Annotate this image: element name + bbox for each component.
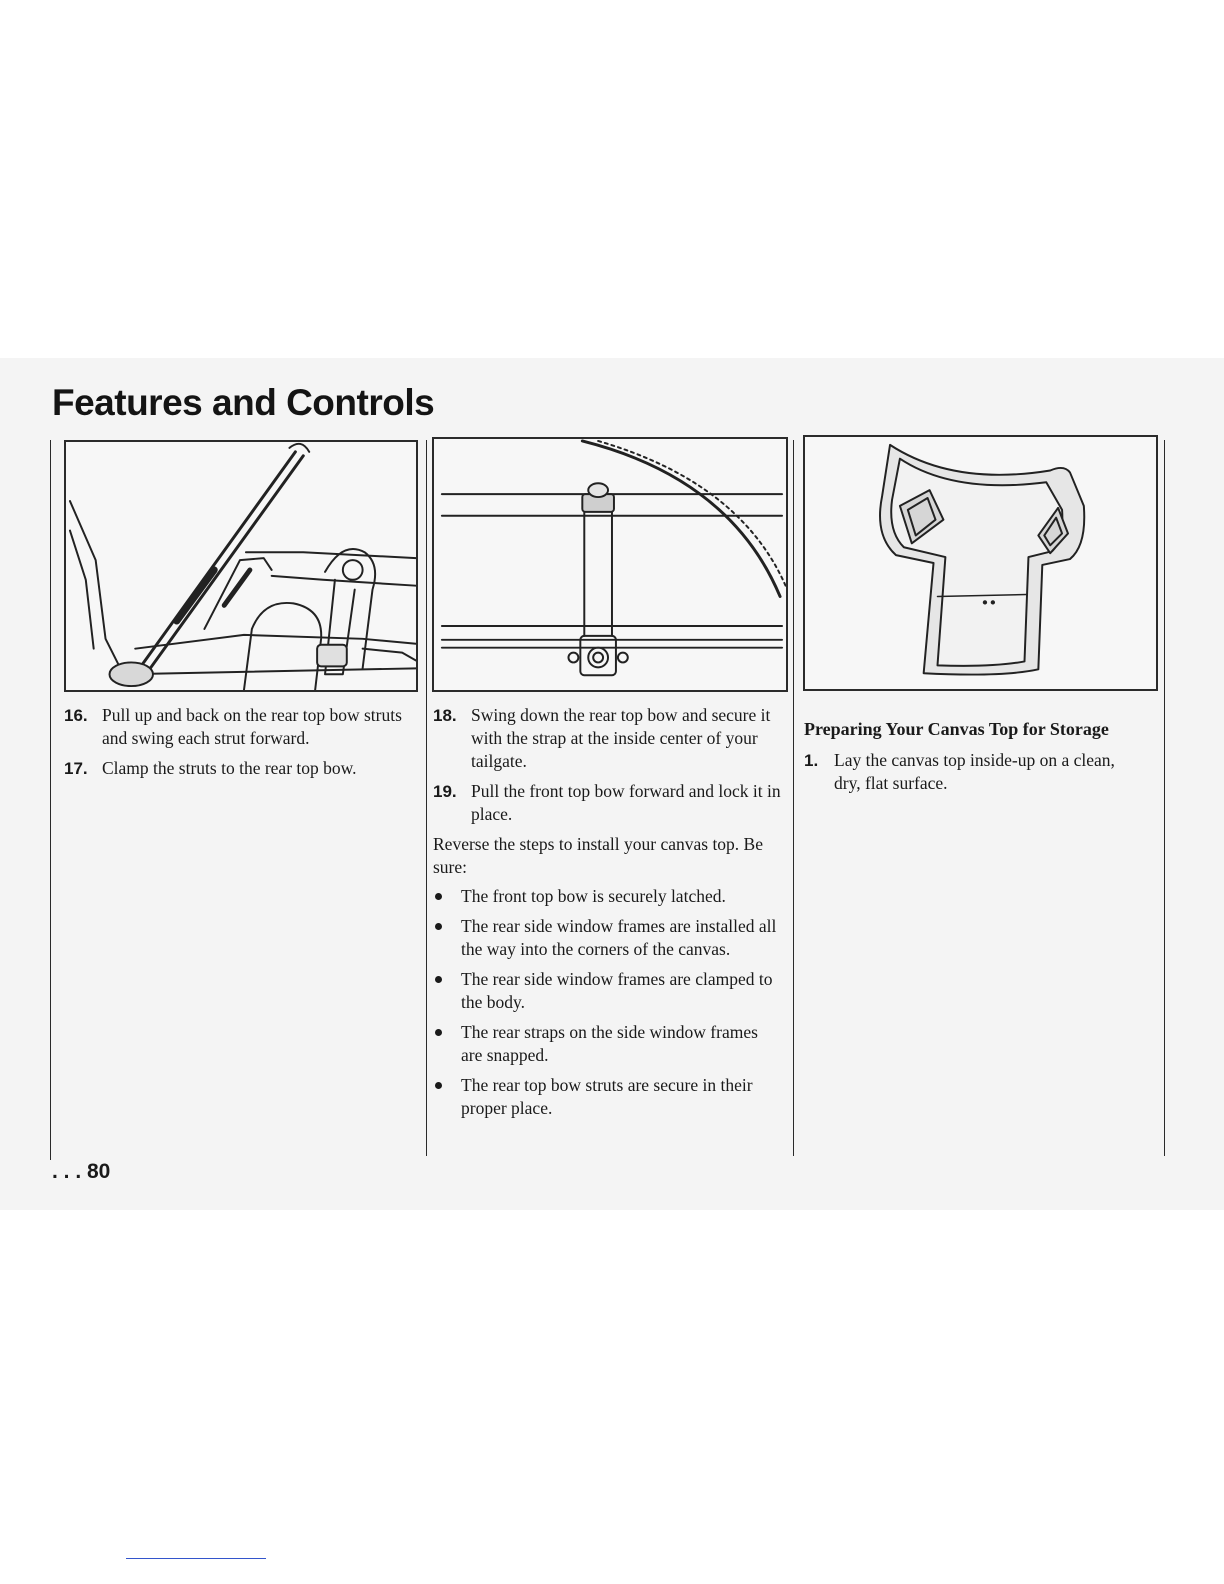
link-underline[interactable] (126, 1558, 266, 1559)
step-number: 17. (64, 759, 88, 778)
bullet-icon (435, 976, 442, 983)
step-18 (433, 704, 783, 773)
checklist-item (433, 915, 783, 961)
figure-rear-top-bow-struts (64, 440, 418, 692)
checklist-text: The rear straps on the side window frames are snapped. (461, 1022, 758, 1065)
storage-heading: Preparing Your Canvas Top for Storage (804, 719, 1109, 739)
column-2-text (433, 704, 783, 1127)
column-3-text (804, 718, 1144, 802)
checklist-text: The front top bow is securely latched. (461, 886, 726, 906)
checklist-text: The rear top bow struts are secure in their proper place. (461, 1075, 753, 1118)
step-text: Swing down the rear top bow and secure it with the strap at the inside center of your tailgate. (471, 705, 771, 771)
figure-tailgate-strap (432, 437, 788, 692)
step-1 (804, 749, 1144, 795)
page-title: Features and Controls (52, 382, 435, 423)
step-text: Clamp the struts to the rear top bow. (102, 758, 357, 778)
step-number: 19. (433, 782, 457, 801)
step-16 (64, 704, 418, 750)
step-17 (64, 757, 418, 780)
step-text: Lay the canvas top inside-up on a clean, dry, flat surface. (834, 750, 1115, 793)
install-intro: Reverse the steps to install your canvas top. Be sure: (433, 834, 763, 877)
checklist-text: The rear side window frames are installed all the way into the corners of the canvas. (461, 916, 777, 959)
bullet-icon (435, 1029, 442, 1036)
step-number: 1. (804, 751, 819, 770)
step-text: Pull the front top bow forward and lock it in place. (471, 781, 781, 824)
column-rule-1 (426, 440, 427, 1156)
bullet-icon (435, 1082, 442, 1089)
checklist-text: The rear side window frames are clamped to the body. (461, 969, 773, 1012)
checklist-item (433, 1074, 783, 1120)
canvas-top-laid-flat-illustration (805, 437, 1156, 689)
step-number: 16. (64, 706, 88, 725)
step-19 (433, 780, 783, 826)
step-text: Pull up and back on the rear top bow struts and swing each strut forward. (102, 705, 402, 748)
column-1-text (64, 704, 418, 787)
column-rule-left (50, 440, 51, 1160)
column-rule-right (1164, 440, 1165, 1156)
figure-canvas-top-storage (803, 435, 1158, 691)
checklist-item (433, 968, 783, 1014)
checklist-item (433, 1021, 783, 1067)
column-rule-2 (793, 440, 794, 1156)
checklist-item (433, 885, 783, 908)
bullet-icon (435, 893, 442, 900)
step-number: 18. (433, 706, 457, 725)
page-number: . . . 80 (52, 1160, 111, 1183)
bullet-icon (435, 923, 442, 930)
rear-top-bow-strut-illustration (66, 442, 416, 690)
tailgate-strap-illustration (434, 439, 786, 690)
